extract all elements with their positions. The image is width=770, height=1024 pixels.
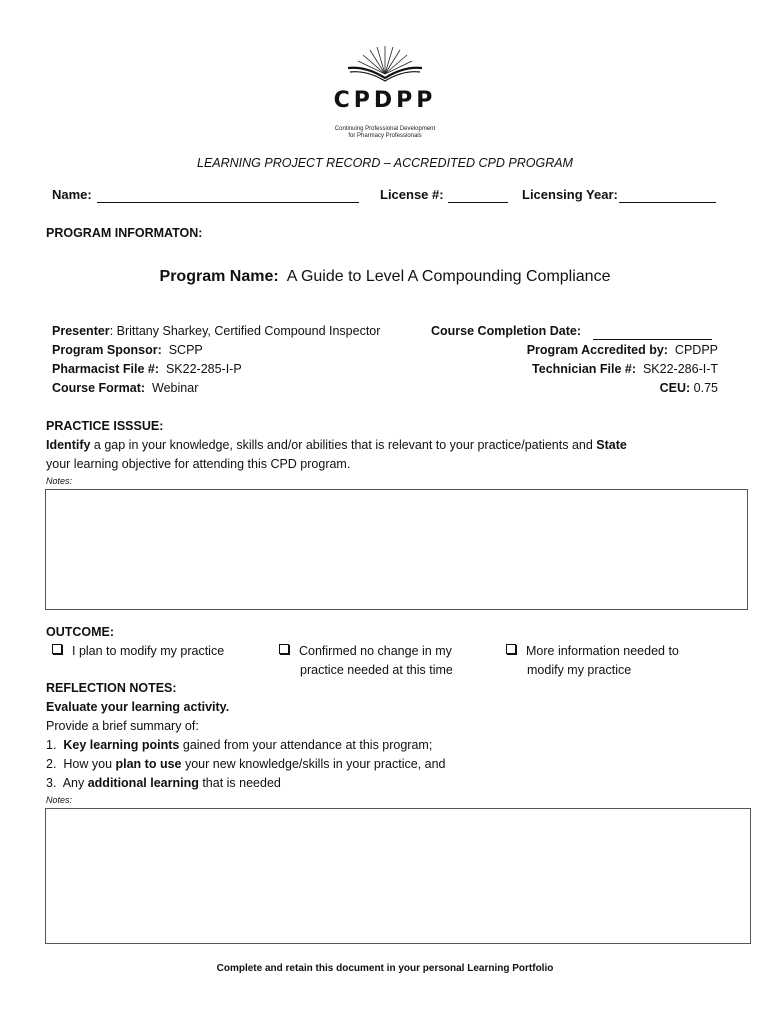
name-field[interactable] (97, 202, 359, 203)
outcome-option-more-info[interactable] (506, 642, 679, 661)
program-info-heading: PROGRAM INFORMATON: (46, 226, 203, 240)
outcome-option-more-info-line2: modify my practice (527, 663, 632, 677)
outcome-option-modify-label: I plan to modify my practice (72, 644, 225, 658)
practice-notes-box[interactable] (45, 489, 748, 610)
outcome-option-no-change-line2: practice needed at this time (300, 663, 453, 677)
program-name (0, 268, 770, 286)
outcome-option-no-change[interactable] (279, 642, 452, 661)
identify-bold: Identify (46, 438, 91, 452)
ceu-value: 0.75 (693, 381, 718, 395)
item-2-number: 2. (46, 757, 57, 771)
license-field[interactable] (448, 202, 508, 203)
checkbox-more-info[interactable] (506, 644, 516, 654)
pharmacist-file-label: Pharmacist File #: (52, 362, 159, 376)
ceu-row (660, 381, 718, 395)
outcome-option-more-info-line1: More information needed to (526, 644, 679, 658)
item-1-bold: Key learning points (63, 738, 180, 752)
accredited-by-row (527, 343, 718, 357)
outcome-option-modify[interactable] (52, 642, 224, 661)
sponsor-value: SCPP (168, 343, 203, 357)
licensing-year-field[interactable] (619, 202, 716, 203)
pharmacist-file-row (52, 362, 242, 376)
completion-date-row (431, 324, 581, 338)
presenter-value: : Brittany Sharkey, Certified Compound Inspector (109, 324, 381, 338)
format-row (52, 381, 198, 395)
format-value: Webinar (152, 381, 199, 395)
state-bold: State (596, 438, 627, 452)
reflection-item-2 (46, 755, 646, 774)
program-name-value: A Guide to Level A Compounding Compliance (286, 268, 611, 285)
practice-issue-heading: PRACTICE ISSSUE: (46, 419, 164, 433)
practice-notes-label: Notes: (46, 476, 73, 486)
item-3-pre: Any (62, 776, 88, 790)
item-3-rest: that is needed (198, 776, 281, 790)
technician-file-label: Technician File #: (532, 362, 637, 376)
presenter-label: Presenter (52, 324, 110, 338)
reflection-heading: REFLECTION NOTES: (46, 681, 177, 695)
ceu-label: CEU: (659, 381, 691, 395)
sponsor-row (52, 343, 203, 357)
outcome-option-no-change-line1: Confirmed no change in my (299, 644, 452, 658)
footer-note: Complete and retain this document in your personal Learning Portfolio (216, 963, 554, 974)
accredited-by-value: CPDPP (674, 343, 718, 357)
reflection-notes-box[interactable] (45, 808, 751, 944)
logo-tagline-line2: for Pharmacy Professionals (348, 133, 422, 139)
format-label: Course Format: (52, 381, 146, 395)
reflection-instructions (46, 698, 646, 793)
accredited-by-label: Program Accredited by: (526, 343, 668, 357)
practice-issue-text-1: a gap in your knowledge, skills and/or abilities that is relevant to your practice/patients and (90, 438, 597, 452)
reflection-item-1 (46, 736, 646, 755)
item-2-rest: your new knowledge/skills in your practice, and (181, 757, 446, 771)
item-3-bold: additional learning (87, 776, 199, 790)
document-title: LEARNING PROJECT RECORD – ACCREDITED CPD PROGRAM (197, 156, 573, 170)
program-name-label: Program Name: (159, 268, 279, 285)
pharmacist-file-value: SK22-285-I-P (165, 362, 242, 376)
checkbox-no-change[interactable] (279, 644, 289, 654)
reflection-evaluate: Evaluate your learning activity. (46, 700, 230, 714)
reflection-item-3 (46, 774, 646, 793)
sponsor-label: Program Sponsor: (52, 343, 162, 357)
cpdpp-logo (330, 44, 440, 144)
logo-wordmark: CPDPP (333, 88, 437, 113)
item-2-pre: How you (63, 757, 116, 771)
item-2-bold: plan to use (115, 757, 182, 771)
technician-file-value: SK22-286-I-T (642, 362, 718, 376)
checkbox-modify[interactable] (52, 644, 62, 654)
practice-issue-instructions (46, 436, 726, 474)
open-book-rays-icon (330, 44, 440, 88)
item-1-number: 1. (46, 738, 57, 752)
item-1-rest: gained from your attendance at this program; (179, 738, 433, 752)
completion-date-label: Course Completion Date: (431, 324, 582, 338)
licensing-year-label: Licensing Year: (522, 187, 618, 202)
outcome-heading: OUTCOME: (46, 625, 115, 639)
completion-date-field[interactable] (593, 339, 712, 340)
logo-tagline-line1: Continuing Professional Development (334, 126, 436, 132)
license-label: License #: (380, 187, 444, 202)
technician-file-row (532, 362, 718, 376)
item-3-number: 3. (46, 776, 57, 790)
presenter-row (52, 324, 380, 338)
reflection-intro: Provide a brief summary of: (46, 719, 199, 733)
practice-issue-text-2: your learning objective for attending this CPD program. (46, 457, 351, 471)
name-label: Name: (52, 187, 92, 202)
reflection-notes-label: Notes: (46, 795, 73, 805)
